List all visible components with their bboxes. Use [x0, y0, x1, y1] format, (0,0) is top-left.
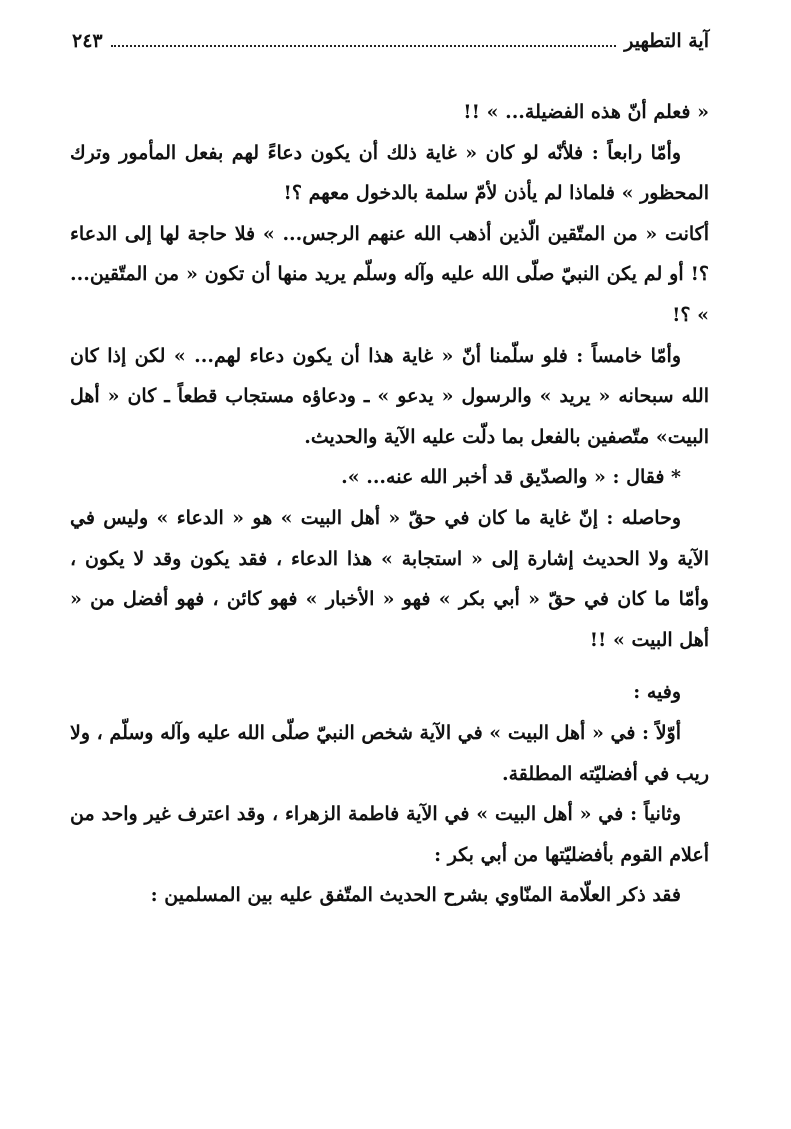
paragraph-quote-conclusion: « فعلم أنّ هذه الفضيلة... » !!	[463, 101, 709, 123]
page-number: ٢٤٣	[72, 30, 103, 52]
paragraph-fourthly: وأمّا رابعاً : فلأنّه لو كان « غاية ذلك أن يكون دعاءً لهم بفعل المأمور وترك المحظور » فلماذا لم يأذن لأمّ سلمة بالدخول معهم ؟!	[70, 141, 709, 205]
dotted-leader	[111, 31, 617, 47]
paragraph-question: أكانت « من المتّقين الّذين أذهب الله عنهم الرجس... » فلا حاجة لها إلى الدعاء ؟! أو لم يكن النبيّ صلّى الله عليه وآله وسلّم يريد منها أن تكون « من المتّقين... » ؟!	[70, 222, 709, 326]
paragraph-summary: وحاصله : إنّ غاية ما كان في حقّ « أهل البيت » هو « الدعاء » وليس في الآية ولا الحديث إشارة إلى « استجابة » هذا الدعاء ، فقد يكون وقد لا يكون ، وأمّا ما كان في حقّ « أبي بكر » فهو « الأخبار » فهو كائن ، فهو أفضل من « أهل البيت » !!	[70, 506, 709, 651]
page-header	[72, 30, 709, 60]
paragraph-firstly: أوّلاً : في « أهل البيت » في الآية شخص النبيّ صلّى الله عليه وآله وسلّم ، ولا ريب في أفضليّته المطلقة.	[70, 721, 709, 785]
body-text	[70, 92, 709, 916]
paragraph-fifthly: وأمّا خامساً : فلو سلّمنا أنّ « غاية هذا أن يكون دعاء لهم... » لكن إذا كان الله سبحانه « يريد » والرسول « يدعو » ـ ودعاؤه مستجاب قطعاً ـ كان « أهل البيت» متّصفين بالفعل بما دلّت عليه الآية والحديث.	[70, 344, 709, 448]
paragraph-munawi: فقد ذكر العلّامة المنّاوي بشرح الحديث المتّفق عليه بين المسلمين :	[150, 884, 681, 907]
paragraph-secondly: وثانياً : في « أهل البيت » في الآية فاطمة الزهراء ، وقد اعترف غير واحد من أعلام القوم بأفضليّتها من أبي بكر :	[70, 803, 709, 866]
running-title: آية التطهير	[624, 30, 709, 52]
paragraph-quote-siddiq: * فقال : « والصدّيق قد أخبر الله عنه... ».	[341, 466, 681, 489]
paragraph-response-intro: وفيه :	[633, 681, 681, 704]
